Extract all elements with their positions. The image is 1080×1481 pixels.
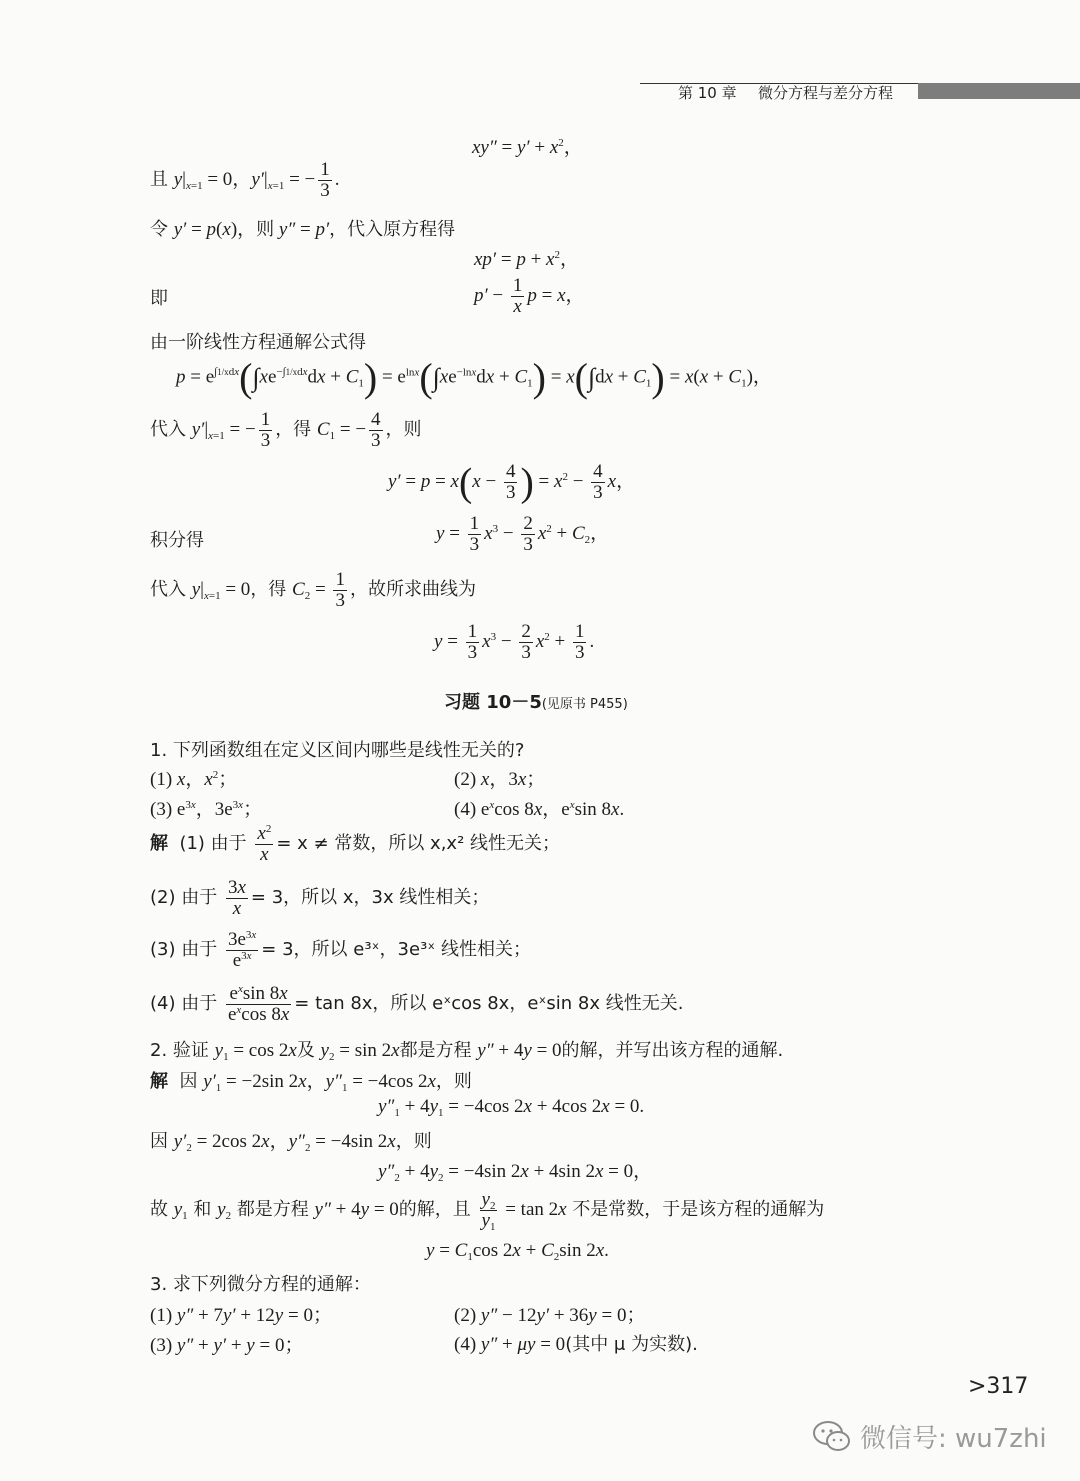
text-dairu: 代入 [150,418,186,440]
q1-solution-3: (3) 由于 $\frac{3e^{3x}}{e^{3x}}$ = 3，所以 e³ˣ，3e³ˣ 线性相关； [150,929,531,971]
q2-are: 都是方程 [399,1040,472,1061]
s3-prefix: (3) 由于 [150,938,218,960]
text-notconst: 不是常数，于是该方程的通解为 [572,1198,825,1220]
text-he: 和 [193,1198,212,1220]
text-ze: ，则 [385,418,422,440]
equation: $y = C_1\cos$ $2x + C_2\sin$ 2x. [426,1240,609,1263]
q2-conclusion: 故 $y_1$ 和 $y_2$ 都是方程 y″ + 4y = 0的解，且 $\frac{y_2}{y_1}$ = tan 2x 不是常数，于是该方程的通解为 [150,1189,825,1233]
q1-item-1: (1) x，$x^2$； [150,769,238,790]
header-gray-block [918,83,1080,99]
text-dou: 都是方程 [236,1198,309,1220]
text-sub-orig: ，代入原方程得 [329,219,456,240]
chapter-title: 微分方程与差分方程 [758,84,894,102]
solution-label: 解 [150,832,168,854]
s4-suffix: = tan 8x，所以 eˣcos 8x，eˣsin 8x 线性无关. [294,992,684,1014]
q2-end: 的解，并写出该方程的通解. [561,1040,784,1061]
question-2: 2. 验证 $y_1 = \cos 2x$及 $y_2 = \sin 2x$都是方程 y″ + 4y = 0的解，并写出该方程的通解. [150,1040,784,1063]
text-let: 令 [150,219,168,240]
chapter-label: 第 10 章 [678,84,737,102]
exercise-title: 习题 10－5 [444,692,542,713]
q1-solution-2: (2) 由于 $\frac{3x}{x}$ = 3，所以 x，3x 线性相关； [150,877,490,919]
text-jie2: 的解，且 [398,1198,471,1220]
s1-suffix: = x ≠ 常数，所以 x,x² 线性无关； [276,832,561,854]
text-yin: 因 [179,1071,198,1092]
text-de: ，得 [250,578,287,600]
page-number: >317 [968,1374,1029,1399]
text-integrate: 积分得 [150,530,204,551]
substitute-line-2: 代入 $y|_{x=1} = 0$，得 $C_2$ = $\frac{1}{3}$ ，故所求曲线为 [150,569,476,611]
text-yin: 因 [150,1131,168,1152]
text-dairu: 代入 [150,578,186,600]
exercise-ref: (见原书 P455) [541,697,628,712]
equation: y′ = p = x(x − $\frac{4}{3}$ ) = $x^2$ − $\frac{4}{3}$ x， [388,459,636,505]
q1-item-2: (2) x，3x； [454,769,546,790]
q2-and: 及 [296,1040,315,1061]
q1-item-4: (4) $e^x\cos$ 8x，$e^x\sin$ 8x. [454,799,625,820]
s3-suffix: = 3，所以 e³ˣ，3e³ˣ 线性相关； [261,938,531,960]
watermark [812,1418,1047,1455]
general-solution-formula: $p = e^{\int 1/xdx}(\int xe^{-\int 1/xdx}dx + C_1) = e^{lnx}(\int xe^{-lnx}dx + C_1) = x(\int dx + C_1) = x(x + C_1)$， [176,355,772,400]
exercise-heading [444,688,628,714]
wechat-icon [812,1419,852,1455]
equation: y = $\frac{1}{3}$ $x^3$ − $\frac{2}{3}$ $x^2 + C_2$， [436,513,610,555]
text-ze: ，则 [435,1071,472,1092]
equation: $xp' = p + x^2$， [474,249,579,270]
watermark-label: 微信号: wu7zhi [860,1424,1047,1454]
text-ji: 即 [150,288,168,309]
equation: y = $\frac{1}{3}$ $x^3$ − $\frac{2}{3}$ $x^2$ + $\frac{1}{3}$ . [434,621,595,663]
text-by-formula: 由一阶线性方程通解公式得 [150,332,366,353]
text-curve: ，故所求曲线为 [349,578,476,600]
equation: $xy'' = y' + x^2$， [472,137,583,158]
q3-item-1: (1) y″ + 7y′ + 12y = 0； [150,1305,332,1326]
q3-item-3: (3) y″ + y′ + y = 0； [150,1335,304,1356]
q3-item-2: (2) y″ − 12y′ + 36y = 0； [454,1305,646,1326]
substitute-line: 代入 $y'|_{x=1}$ = − $\frac{1}{3}$ ，得 $C_1$ = − $\frac{4}{3}$ ，则 [150,409,422,451]
condition-line: 且 $y|_{x=1} = 0$，$y'|_{x=1}$ = − $\frac{1}{3}$ . [150,159,340,201]
equation: p′ − $\frac{1}{x}$ p = x， [474,275,585,317]
question-1: 1. 下列函数组在定义区间内哪些是线性无关的? [150,740,525,761]
q2-text: 2. 验证 [150,1040,209,1061]
s2-suffix: = 3，所以 x，3x 线性相关； [250,886,490,908]
substitution-line: 令 y′ = p(x)，则 y″ = p′，代入原方程得 [150,219,456,240]
text-ze: ，则 [395,1131,432,1152]
text-gu: 故 [150,1198,168,1220]
q2-solution-line-2: 因 $y'_2 = 2\cos$ 2x，$y''_2 = -4\sin$ 2x，则 [150,1131,432,1154]
s1-prefix: (1) 由于 [179,832,247,854]
q1-solution-1: 解 (1) 由于 $\frac{x^2}{x}$ = x ≠ 常数，所以 x,x² 线性无关； [150,823,561,865]
text-de: ，得 [275,418,312,440]
s4-prefix: (4) 由于 [150,992,218,1014]
equation: $y''_2 + 4y_2 = -4\sin$ 2x + 4sin 2x = 0， [378,1161,653,1184]
q2-solution-line-1: 解 因 $y'_1 = -2\sin$ 2x，$y''_1 = -4\cos$ 2x，则 [150,1071,472,1094]
q3-item-4: (4) y″ + μy = 0(其中 μ 为实数). [454,1334,698,1355]
q1-item-3: (3) $e^{3x}$，$3e^{3x}$； [150,799,263,820]
question-3: 3. 求下列微分方程的通解： [150,1274,371,1295]
solution-label: 解 [150,1071,168,1092]
q1-solution-4: (4) 由于 $\frac{e^x\sin 8x}{e^x\cos 8x}$ = tan 8x，所以 eˣcos 8x，eˣsin 8x 线性无关. [150,983,684,1025]
equation: $y''_1 + 4y_1 = -4\cos$ 2x + 4cos 2x = 0. [378,1096,645,1119]
q3-realnum: (其中 μ 为实数). [565,1334,698,1355]
text-and: 且 [150,168,168,190]
s2-prefix: (2) 由于 [150,886,218,908]
